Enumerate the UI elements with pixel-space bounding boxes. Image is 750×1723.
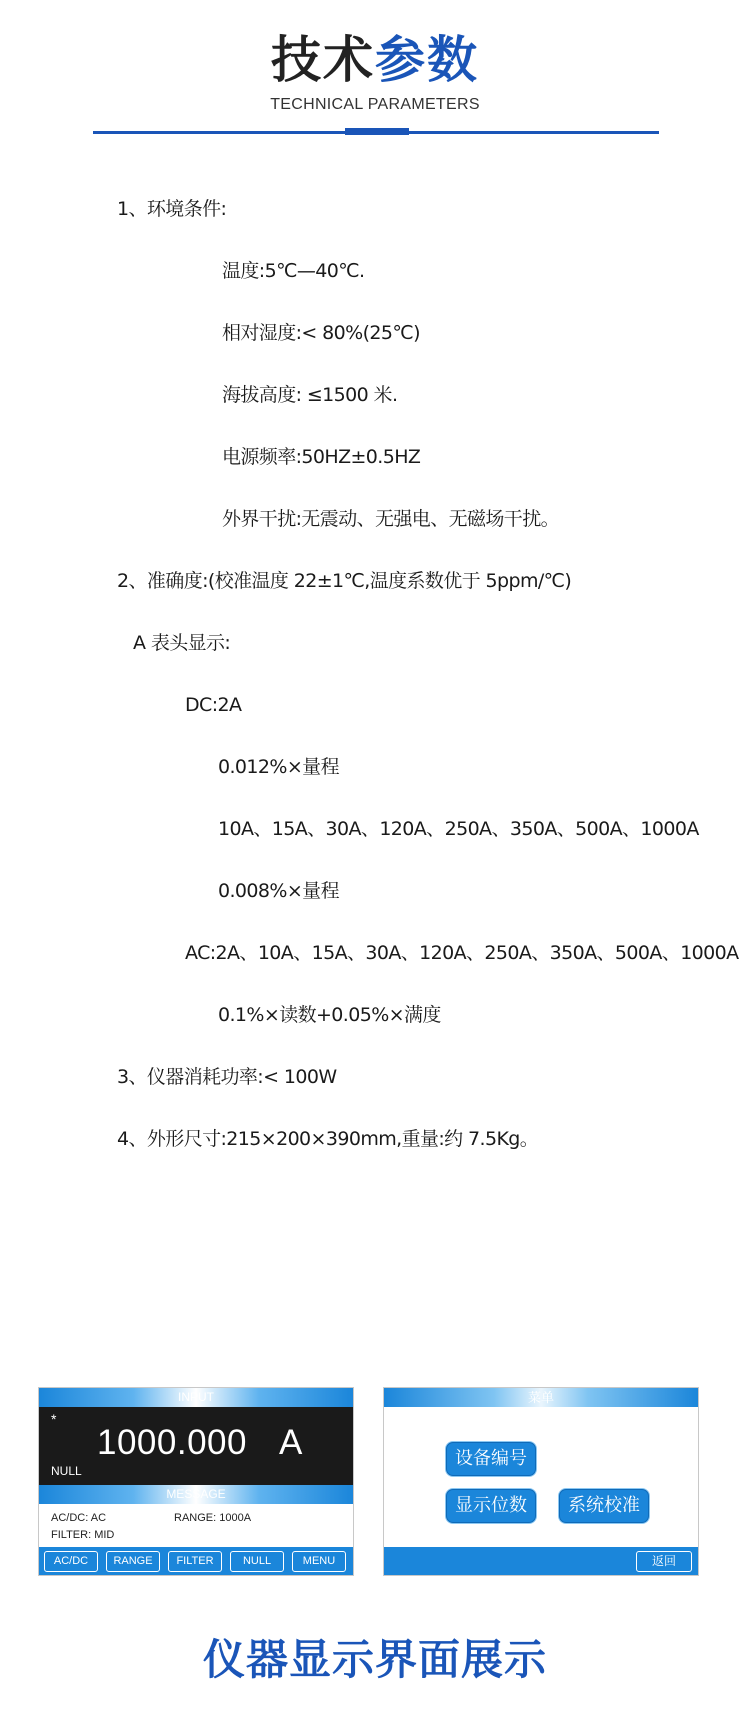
spec-dc-accuracy-2: 0.008%×量程 bbox=[218, 880, 339, 902]
softkey-menu[interactable]: MENU bbox=[292, 1551, 346, 1572]
instrument-menu-screen bbox=[383, 1387, 699, 1576]
spec-dc-ranges: 10A、15A、30A、120A、250A、350A、500A、1000A bbox=[218, 818, 699, 840]
filter-status: FILTER: MID bbox=[51, 1529, 115, 1541]
spec-dc-accuracy-1: 0.012%×量程 bbox=[218, 756, 339, 778]
status-star: * bbox=[51, 1411, 57, 1427]
spec-altitude: 海拔高度: ≤1500 米. bbox=[222, 384, 398, 406]
message-header: MESSAGE bbox=[39, 1485, 353, 1504]
range-status: RANGE: 1000A bbox=[174, 1512, 252, 1524]
back-button[interactable]: 返回 bbox=[636, 1551, 692, 1572]
display-digits-button[interactable]: 显示位数 bbox=[446, 1489, 536, 1523]
display-showcase-title: 仪器显示界面展示 bbox=[202, 1635, 547, 1684]
reading-value: 1000.000 bbox=[97, 1423, 247, 1462]
menu-bottom-bar bbox=[384, 1547, 698, 1576]
device-number-button[interactable]: 设备编号 bbox=[446, 1442, 536, 1476]
input-header: INPUT bbox=[39, 1388, 353, 1407]
spec-dc: DC:2A bbox=[185, 694, 242, 716]
page-title-blue: 参数 bbox=[375, 31, 479, 89]
softkey-acdc[interactable]: AC/DC bbox=[44, 1551, 98, 1572]
null-indicator: NULL bbox=[51, 1464, 82, 1478]
spec-ac: AC:2A、10A、15A、30A、120A、250A、350A、500A、1000A bbox=[185, 942, 739, 964]
page-title-dark: 技术 bbox=[271, 31, 375, 89]
spec-ac-accuracy: 0.1%×读数+0.05%×满度 bbox=[218, 1004, 441, 1026]
header-divider-accent bbox=[345, 128, 409, 135]
spec-power-frequency: 电源频率:50HZ±0.5HZ bbox=[222, 446, 421, 468]
spec-accuracy: 2、准确度:(校准温度 22±1℃,温度系数优于 5ppm/℃) bbox=[117, 570, 572, 592]
spec-power-consumption: 3、仪器消耗功率:< 100W bbox=[117, 1066, 337, 1088]
reading-display bbox=[39, 1407, 353, 1485]
instrument-main-screen bbox=[38, 1387, 354, 1576]
softkey-bar bbox=[39, 1547, 353, 1576]
menu-header: 菜单 bbox=[384, 1388, 698, 1407]
spec-meter-display: A 表头显示: bbox=[133, 632, 231, 654]
spec-environment: 1、环境条件: bbox=[117, 198, 227, 220]
spec-dimensions-weight: 4、外形尺寸:215×200×390mm,重量:约 7.5Kg。 bbox=[117, 1128, 539, 1150]
spec-temperature: 温度:5℃—40℃. bbox=[222, 260, 365, 282]
system-calibration-button[interactable]: 系统校准 bbox=[559, 1489, 649, 1523]
spec-interference: 外界干扰:无震动、无强电、无磁场干扰。 bbox=[222, 508, 560, 530]
message-area bbox=[39, 1504, 353, 1547]
softkey-null[interactable]: NULL bbox=[230, 1551, 284, 1572]
acdc-status: AC/DC: AC bbox=[51, 1512, 107, 1524]
softkey-range[interactable]: RANGE bbox=[106, 1551, 160, 1572]
softkey-filter[interactable]: FILTER bbox=[168, 1551, 222, 1572]
page-subtitle: TECHNICAL PARAMETERS bbox=[270, 96, 480, 113]
reading-unit: A bbox=[279, 1423, 303, 1462]
spec-humidity: 相对湿度:< 80%(25℃) bbox=[222, 322, 420, 344]
page-title bbox=[0, 30, 750, 90]
